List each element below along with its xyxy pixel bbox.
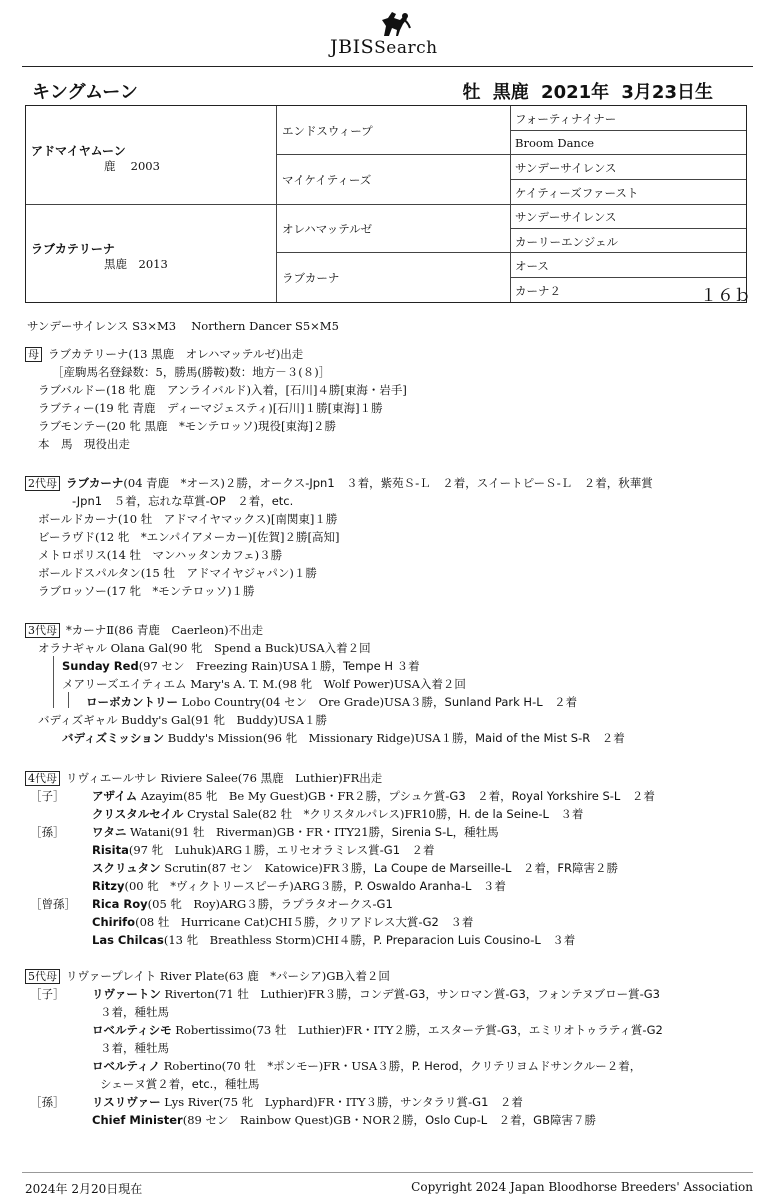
offspring-line[interactable]: ボールドスパルタン(15 牡 アドマイヤジャパン)１勝 (38, 566, 317, 580)
row-label: ［曾孫］ (30, 897, 76, 911)
descendant-row: リヴァートン Riverton(71 牡 Luthier)FR３勝，コンデ賞-G3，サンロマン賞-G3，フォンテヌブロー賞-G3 (92, 987, 660, 1001)
g3-ancestor[interactable]: オース (515, 259, 549, 273)
descendant-row: Rica Roy(05 牝 Roy)ARG３勝，ラプラタオークス-G1 (92, 897, 393, 911)
lineage-bar (53, 656, 54, 708)
offspring-line[interactable]: ラブモンテー(20 牝 黒鹿 *モンテロッソ)現役[東海]２勝 (38, 419, 336, 433)
row-label: ［孫］ (30, 825, 65, 839)
g3-line: Sunday Red(97 セン Freezing Rain)USA１勝，Tempe H ３着 (62, 659, 420, 673)
row-label: ［子］ (30, 789, 65, 803)
footer-date: 2024年 2月20日現在 (25, 1182, 143, 1196)
dam-name[interactable]: ラブカテリーナ (31, 242, 115, 256)
descendant-row: Chief Minister(89 セン Rainbow Quest)GB・NOR２勝，Oslo Cup-L ２着，GB障害７勝 (92, 1113, 596, 1127)
g3-line[interactable]: オラナギャル Olana Gal(90 牝 Spend a Buck)USA入着２回 (38, 641, 371, 655)
g3-ancestor[interactable]: フォーティナイナー (515, 112, 617, 126)
descendant-row: Risita(97 牝 Luhuk)ARG１勝，エリセオラミレス賞-G1 ２着 (92, 843, 435, 857)
g3-line: バディズミッション Buddy's Mission(96 牝 Missionary Ridge)USA１勝，Maid of the Mist S-R ２着 (62, 731, 625, 745)
horse-link[interactable]: スクリュタン (92, 861, 161, 875)
g3-section-head: 3代母 *カーナⅡ(86 青鹿 Caerleon)不出走 (25, 622, 263, 638)
offspring-line[interactable]: ラブバルドー(18 牝 鹿 アンライバルド)入着，[石川]４勝[東海・岩手] (38, 383, 407, 397)
offspring-line[interactable]: ラブティー(19 牝 青鹿 ディーマジェスティ)[石川]１勝[東海]１勝 (38, 401, 383, 415)
offspring-line[interactable]: ボールドカーナ(10 牡 アドマイヤマックス)[南関東]１勝 (38, 512, 338, 526)
row-label: ［子］ (30, 987, 65, 1001)
g3-line[interactable]: メアリーズエイティエム Mary's A. T. M.(98 牝 Wolf Power)USA入着２回 (62, 677, 466, 691)
g2-name[interactable]: ラブカーナ (66, 476, 124, 490)
dam-dam[interactable]: ラブカーナ (282, 271, 340, 285)
dam-sire[interactable]: オレハマッテルゼ (282, 222, 373, 236)
horse-info: 牡 黒鹿 2021年 3月23日生 (462, 82, 713, 103)
horse-link[interactable]: ロベルティシモ (92, 1023, 172, 1037)
descendant-row: ワタニ Watani(91 牡 Riverman)GB・FR・ITY21勝，Sirenia S-L，種牡馬 (92, 825, 499, 839)
horse-link[interactable]: リスリヴァー (92, 1095, 161, 1109)
horse-link[interactable]: ワタニ (92, 825, 127, 839)
horse-name: キングムーン (32, 82, 138, 103)
descendant-row: ロベルティシモ Robertissimo(73 牡 Luthier)FR・ITY２勝，エスターテ賞-G3，エミリオトゥラティ賞-G2 (92, 1023, 663, 1037)
descendant-row: Ritzy(00 牝 *ヴィクトリースピーチ)ARG３勝，P. Oswaldo Aranha-L ３着 (92, 879, 506, 893)
header-divider (22, 66, 753, 67)
section-tag: 2代母 (25, 476, 60, 491)
descendant-row: Las Chilcas(13 牝 Breathless Storm)CHI４勝，P. Preparacion Luis Cousino-L ３着 (92, 933, 576, 947)
pedigree-table (25, 105, 751, 306)
g3-ancestor[interactable]: ケイティーズファースト (515, 186, 639, 200)
g3-ancestor[interactable]: サンデーサイレンス (515, 161, 617, 175)
family-number: １６ｂ (700, 286, 751, 306)
horse-link[interactable]: Risita (92, 843, 129, 857)
offspring-line[interactable]: ラブロッソー(17 牝 *モンテロッソ)１勝 (38, 584, 255, 598)
horse-link[interactable]: ロベルティノ (92, 1059, 161, 1073)
row-label: ［孫］ (30, 1095, 65, 1109)
sire-sire[interactable]: エンドスウィープ (282, 124, 373, 138)
horse-link[interactable]: Sunday Red (62, 659, 139, 673)
offspring-line: 本 馬 現役出走 (38, 437, 130, 451)
section-tag: 5代母 (25, 969, 60, 984)
g3-ancestor[interactable]: カーリーエンジェル (515, 235, 618, 249)
descendant-row: ロベルティノ Robertino(70 牡 *ポンモー)FR・USA３勝，P. Herod，クリテリヨムドサンクルー２着， (92, 1059, 642, 1073)
descendant-row: ３着，種牡馬 (100, 1005, 169, 1019)
g4-section-head: 4代母 リヴィエールサレ Riviere Salee(76 黒鹿 Luthier)FR出走 (25, 770, 382, 786)
horse-link[interactable]: Rica Roy (92, 897, 148, 911)
jbis-search-logo[interactable] (330, 8, 460, 58)
offspring-line[interactable]: メトロポリス(14 牡 マンハッタンカフェ)３勝 (38, 548, 283, 562)
g3-line: ローボカントリー Lobo Country(04 セン Ore Grade)USA３勝，Sunland Park H-L ２着 (86, 695, 578, 709)
brand-text: JBISSearch (330, 36, 438, 58)
descendant-row: スクリュタン Scrutin(87 セン Katowice)FR３勝，La Coupe de Marseille-L ２着，FR障害２勝 (92, 861, 619, 875)
sire-name[interactable]: アドマイヤムーン (31, 144, 126, 158)
g2-line2: -Jpn1 ５着，忘れな草賞-OP ２着，etc. (72, 494, 294, 508)
section-tag: 3代母 (25, 623, 60, 638)
horse-link[interactable]: Chief Minister (92, 1113, 183, 1127)
footer-copyright: Copyright 2024 Japan Bloodhorse Breeders' Association (411, 1180, 753, 1194)
dam-detail: 黒鹿 2013 (104, 257, 168, 271)
horse-link[interactable]: Las Chilcas (92, 933, 164, 947)
g5-section-head: 5代母 リヴァープレイト River Plate(63 鹿 *パーシア)GB入着２回 (25, 968, 390, 984)
horse-link[interactable]: クリスタルセイル (92, 807, 184, 821)
horse-link[interactable]: Chirifo (92, 915, 136, 929)
descendant-row: リスリヴァー Lys River(75 牝 Lyphard)FR・ITY３勝，サンタラリ賞-G1 ２着 (92, 1095, 523, 1109)
g3-ancestor[interactable]: サンデーサイレンス (515, 210, 617, 224)
descendant-row: アザイム Azayim(85 牝 Be My Guest)GB・FR２勝，プシュケ賞-G3 ２着，Royal Yorkshire S-L ２着 (92, 789, 655, 803)
descendant-row: ３着，種牡馬 (100, 1041, 169, 1055)
g3-ancestor[interactable]: カーナ２ (515, 284, 561, 298)
sire-dam[interactable]: マイケイティーズ (282, 173, 372, 187)
g3-ancestor[interactable]: Broom Dance (515, 136, 595, 150)
sire-detail: 鹿 2003 (104, 159, 160, 173)
descendant-row: シェーヌ賞２着，etc.，種牡馬 (100, 1077, 260, 1091)
horse-link[interactable]: アザイム (92, 789, 138, 803)
section-tag: 4代母 (25, 771, 60, 786)
g3-line[interactable]: バディズギャル Buddy's Gal(91 牝 Buddy)USA１勝 (38, 713, 327, 727)
descendant-row: クリスタルセイル Crystal Sale(82 牡 *クリスタルパレス)FR10勝，H. de la Seine-L ３着 (92, 807, 584, 821)
inbreeding-note: サンデーサイレンス S3×M3 Northern Dancer S5×M5 (27, 319, 339, 333)
dam-stats: ［産駒馬名登録数：5，勝馬(勝鞍)数：地方－３(８)］ (52, 365, 331, 379)
horse-link[interactable]: リヴァートン (92, 987, 161, 1001)
horse-link[interactable]: ローボカントリー (86, 695, 178, 709)
descendant-row: Chirifo(08 牡 Hurricane Cat)CHI５勝，クリアドレス大賞-G2 ３着 (92, 915, 474, 929)
offspring-line[interactable]: ビーラヴド(12 牝 *エンパイアメーカー)[佐賀]２勝[高知] (38, 530, 340, 544)
section-tag: 母 (25, 347, 42, 362)
lineage-bar (68, 692, 69, 708)
dam-section-head: 母 ラブカテリーナ(13 黒鹿 オレハマッテルゼ)出走 (25, 346, 303, 362)
horse-link[interactable]: バディズミッション (62, 731, 165, 745)
horse-link[interactable]: Ritzy (92, 879, 125, 893)
g2-section-head: 2代母 ラブカーナ(04 青鹿 *オース)２勝，オークス-Jpn1 ３着，紫苑Ｓ-Ｌ ２着，スイートピーＳ-Ｌ ２着，秋華賞 (25, 475, 653, 491)
footer-divider (22, 1172, 753, 1173)
